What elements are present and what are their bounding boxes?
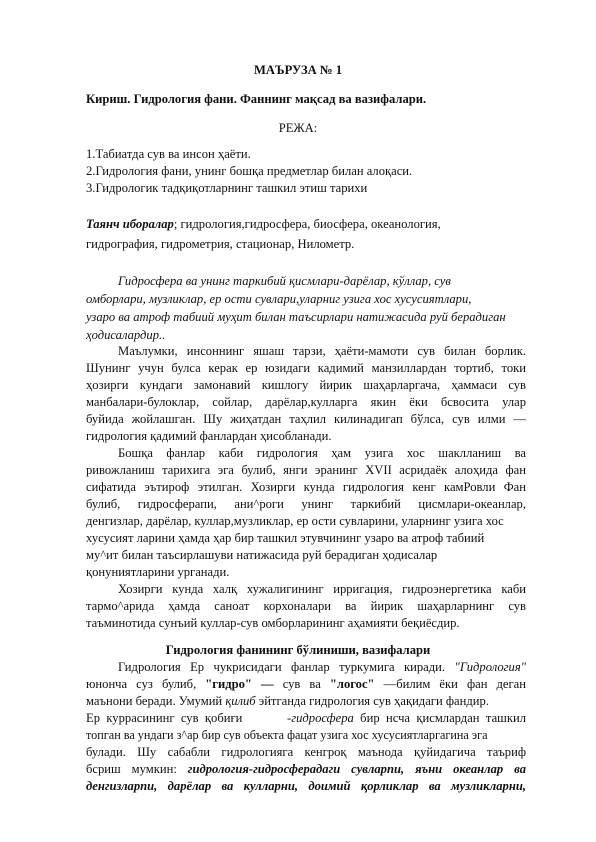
- italic-run: гидросфера: [291, 711, 354, 725]
- paragraph-line: манбалари-булоклар, сойлар, дарёлар,кулларга якин ёки бсвосита улар: [86, 395, 526, 409]
- paragraph-line: қонуниятларини урганади.: [86, 565, 230, 579]
- paragraph-line: денгизларпи, дарёлар ва кулларни, доимий қорликлар ва музликларни,: [86, 779, 526, 793]
- paragraph-line: хусусият ларини ҳамда ҳар бир ташкил этувчининг узаро ва атроф табиий: [86, 531, 485, 545]
- paragraph-line: [118, 659, 526, 675]
- paragraph-line: ҳозирги кундаги замонавий кишлогу йирик шаҳарларгача, ҳаммаси сув: [86, 378, 526, 392]
- italic-paragraph-line: Гидросфера ва унинг таркибий қисмлари-дарёлар, кўллар, сув: [118, 274, 451, 288]
- paragraph-line: сифатида эътироф этилган. Хозирги кунда гидрология кенг камРовли Фан: [86, 480, 526, 494]
- plan-item: 2.Гидрология фани, унинг бошқа предметлар билан алоқаси.: [86, 164, 413, 178]
- bold-run: "логос": [329, 677, 375, 691]
- paragraph-line: таъминотида сунъий куллар-сув омборларининг аҳамияти беқиёсдир.: [86, 616, 460, 630]
- paragraph-line: тармо^арида ҳамда саноат корхоналари ва йирик шаҳарларнинг сув: [86, 599, 526, 613]
- text-run: маънони беради. Умумий: [86, 694, 226, 708]
- text-run: Гидрология Ер чукрисидаги фанлар туркумига киради.: [118, 660, 455, 674]
- section-heading: Гидрология фанининг бўлиниши, вазифалари: [165, 643, 431, 657]
- keywords-label: Таянч иборалар: [86, 217, 174, 231]
- paragraph-line: [86, 693, 526, 709]
- bold-italic-run: гидрология-гидросферадаги сувларпи, яъни океанлар ва: [187, 762, 526, 776]
- paragraph-line: [86, 761, 526, 777]
- paragraph-line: булади. Шу сабабли гидрологияга кенгроқ маънода қуйидагича таъриф: [86, 745, 526, 759]
- bold-run: "гидро" —: [205, 677, 274, 691]
- keywords-line-2: гидрография, гидрометрия, стационар, Нилометр.: [86, 237, 355, 251]
- text-run: —билим ёки фан деган: [374, 677, 527, 691]
- paragraph-line: [86, 710, 526, 726]
- paragraph-line: ривожланиш тарихига эга булиб, янги эранинг XVII асридаёк алоҳида фан: [86, 463, 526, 477]
- paragraph-line: Хозирги кунда халқ хужалигининг ирригация, гидроэнергетика каби: [118, 582, 526, 596]
- paragraph-line: буйида жойлашган. Шу жиҳатдан таҳлил килинадигап бўлса, сув илми —: [86, 412, 526, 426]
- plan-item: 3.Гидрологик тадқиқотларнинг ташкил этиш тарихи: [86, 181, 368, 195]
- paragraph-line: му^ит билан таъсирлашуви натижасида руй берадиган ҳодисалар: [86, 548, 438, 562]
- text-run: бсриш мумкин:: [86, 762, 188, 776]
- italic-paragraph-line: омборлари, музликлар, ер ости сувлари,уларниг узига хос хусусиятлари,: [86, 292, 472, 306]
- lecture-title: МАЪРУЗА № 1: [253, 63, 343, 77]
- paragraph-line: денгизлар, дарёлар, куллар,музликлар, ер ости сувларини, уларнинг узига хос: [86, 514, 504, 528]
- paragraph-line: гидрология қадимий фанлардан ҳисобланади.: [86, 429, 332, 443]
- italic-run: қилиб: [225, 694, 256, 708]
- paragraph-line: булиб, гидросферапи, ани^роги унинг таркибий цисмлари-океанлар,: [86, 497, 526, 511]
- text-run: сув ва: [273, 677, 330, 691]
- keywords-text: ; гидрология,гидросфера, биосфера, океанология,: [173, 217, 441, 231]
- paragraph-line: Шунинг учун булса керак ер юзидаги кадимий манзиллардан тортиб, токи: [86, 361, 526, 375]
- paragraph-line: Маълумки, инсоннинг яшаш тарзи, ҳаёти-мамоти сув билан борлик.: [118, 344, 526, 358]
- paragraph-line: топган ва ундаги з^ар бир сув объекта фацат узига хос хусусиятларгагина эга: [86, 728, 488, 742]
- keywords-line: [86, 216, 526, 232]
- italic-paragraph-line: узаро ва атроф табиий муҳит билан таъсирлари натижасида руй берадиган: [86, 310, 506, 324]
- plan-item: 1.Табиатда сув ва инсон ҳаёти.: [86, 147, 251, 161]
- text-run: Ер куррасининг сув қобиғи -: [86, 711, 292, 725]
- paragraph-line: Бошқа фанлар каби гидрология ҳам узига хос шаклланиш ва: [118, 446, 526, 460]
- text-run: эйтганда гидрология сув ҳақидаги фандир.: [255, 694, 489, 708]
- plan-heading: РЕЖА:: [278, 121, 318, 135]
- italic-paragraph-line: ҳодисалардир..: [86, 328, 166, 342]
- paragraph-line: [86, 676, 526, 692]
- text-run: бир нсча қисмлардан ташкил: [353, 711, 526, 725]
- italic-run: "Гидрология": [454, 660, 526, 674]
- text-run: юнонча суз булиб,: [86, 677, 206, 691]
- lecture-subtitle: Кириш. Гидрология фани. Фаннинг мақсад ва вазифалари.: [86, 92, 427, 106]
